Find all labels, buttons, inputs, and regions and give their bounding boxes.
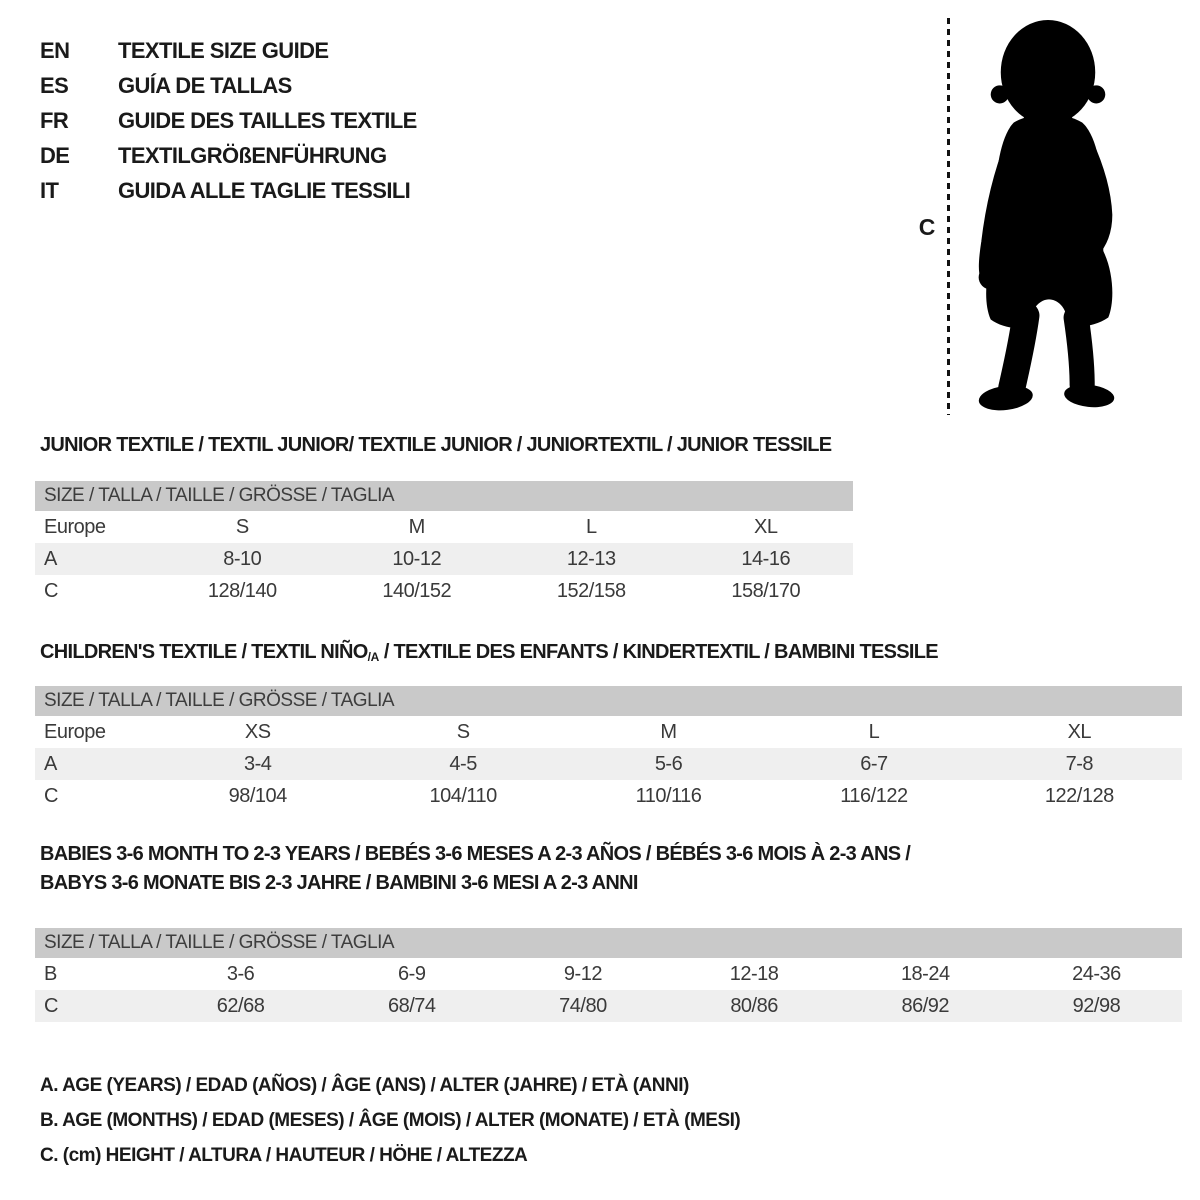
language-title: TEXTILGRÖßENFÜHRUNG	[118, 142, 387, 168]
size-cell: 4-5	[449, 752, 477, 775]
size-cell: L	[585, 515, 597, 538]
language-code: IT	[40, 177, 59, 203]
size-header-bar: SIZE / TALLA / TAILLE / GRÖSSE / TAGLIA	[35, 928, 1182, 958]
language-row	[40, 68, 417, 103]
row-label: C	[44, 784, 58, 807]
size-cell: 10-12	[392, 547, 442, 570]
size-cell: 5-6	[654, 752, 683, 775]
junior-size-table	[35, 481, 853, 607]
language-title-list	[40, 33, 417, 208]
size-cell: 3-4	[244, 752, 272, 775]
size-cell: M	[660, 720, 677, 743]
language-title: TEXTILE SIZE GUIDE	[118, 37, 329, 63]
size-cell: 6-7	[860, 752, 888, 775]
legend	[40, 1068, 740, 1173]
row-label: B	[44, 962, 57, 985]
row-label: C	[44, 579, 58, 602]
children-title-subscript: /A	[367, 650, 379, 664]
language-code: FR	[40, 107, 69, 133]
size-cell: 110/116	[635, 784, 702, 807]
toddler-silhouette-image	[963, 12, 1135, 414]
row-label: A	[44, 547, 57, 570]
language-row	[40, 173, 417, 208]
size-cell: L	[868, 720, 880, 743]
size-cell: 86/92	[901, 994, 950, 1017]
language-row	[40, 33, 417, 68]
size-cell: 140/152	[382, 579, 452, 602]
language-code: EN	[40, 37, 70, 63]
row-label: Europe	[44, 515, 106, 538]
size-header-bar: SIZE / TALLA / TAILLE / GRÖSSE / TAGLIA	[35, 481, 853, 511]
language-title: GUIDA ALLE TAGLIE TESSILI	[118, 177, 411, 203]
size-cell: 98/104	[228, 784, 287, 807]
legend-line-a: A. AGE (YEARS) / EDAD (AÑOS) / ÂGE (ANS) / ALTER (JAHRE) / ETÀ (ANNI)	[40, 1074, 689, 1096]
table-row	[35, 716, 1182, 748]
table-row	[35, 748, 1182, 780]
size-cell: 104/110	[429, 784, 497, 807]
legend-line-b: B. AGE (MONTHS) / EDAD (MESES) / ÂGE (MOIS) / ALTER (MONATE) / ETÀ (MESI)	[40, 1109, 741, 1131]
junior-section-title: JUNIOR TEXTILE / TEXTIL JUNIOR/ TEXTILE JUNIOR / JUNIORTEXTIL / JUNIOR TESSILE	[40, 434, 832, 456]
language-title: GUÍA DE TALLAS	[118, 72, 292, 98]
size-cell: 24-36	[1072, 962, 1121, 985]
size-cell: 7-8	[1065, 752, 1094, 775]
row-label: C	[44, 994, 58, 1017]
size-cell: 152/158	[556, 579, 626, 602]
children-size-table	[35, 686, 1182, 812]
babies-title-line-2: BABYS 3-6 MONATE BIS 2-3 JAHRE / BAMBINI 3-6 MESI A 2-3 ANNI	[40, 872, 638, 894]
size-cell: 92/98	[1072, 994, 1121, 1017]
size-cell: 14-16	[741, 547, 791, 570]
size-cell: 12-18	[729, 962, 779, 985]
row-label: A	[44, 752, 57, 775]
language-code: DE	[40, 142, 70, 168]
size-cell: 128/140	[207, 579, 277, 602]
table-row	[35, 511, 853, 543]
table-row	[35, 990, 1182, 1022]
children-section-title	[40, 641, 938, 664]
language-row	[40, 138, 417, 173]
size-cell: 3-6	[226, 962, 255, 985]
babies-title-line-1: BABIES 3-6 MONTH TO 2-3 YEARS / BEBÉS 3-6 MESES A 2-3 AÑOS / BÉBÉS 3-6 MOIS À 2-3 ANS /	[40, 843, 911, 865]
size-header-bar: SIZE / TALLA / TAILLE / GRÖSSE / TAGLIA	[35, 686, 1182, 716]
size-cell: 68/74	[387, 994, 436, 1017]
size-cell: 122/128	[1044, 784, 1114, 807]
size-cell: 74/80	[559, 994, 607, 1017]
size-cell: M	[408, 515, 425, 538]
table-row	[35, 958, 1182, 990]
size-cell: 8-10	[223, 547, 262, 570]
table-row	[35, 575, 853, 607]
size-cell: S	[456, 720, 470, 743]
size-cell: 6-9	[398, 962, 426, 985]
language-code: ES	[40, 72, 69, 98]
language-title: GUIDE DES TAILLES TEXTILE	[118, 107, 417, 133]
children-title-part2: / TEXTILE DES ENFANTS / KINDERTEXTIL / BAMBINI TESSILE	[378, 641, 938, 663]
babies-size-table	[35, 928, 1182, 1022]
height-measure-label: C	[918, 214, 936, 240]
size-cell: 9-12	[563, 962, 602, 985]
table-row	[35, 543, 853, 575]
size-cell: 158/170	[731, 579, 801, 602]
size-cell: S	[235, 515, 249, 538]
language-row	[40, 103, 417, 138]
size-cell: XS	[244, 720, 271, 743]
size-cell: XL	[754, 515, 778, 538]
size-cell: 62/68	[216, 994, 265, 1017]
height-measure-line	[947, 18, 950, 415]
size-cell: 80/86	[730, 994, 778, 1017]
legend-line-c: C. (cm) HEIGHT / ALTURA / HAUTEUR / HÖHE / ALTEZZA	[40, 1144, 528, 1166]
size-cell: XL	[1067, 720, 1092, 743]
size-cell: 18-24	[900, 962, 950, 985]
size-cell: 116/122	[840, 784, 908, 807]
table-row	[35, 780, 1182, 812]
size-cell: 12-13	[566, 547, 616, 570]
children-title-part1: CHILDREN'S TEXTILE / TEXTIL NIÑO	[40, 641, 368, 663]
row-label: Europe	[44, 720, 106, 743]
babies-section-title	[40, 840, 910, 898]
